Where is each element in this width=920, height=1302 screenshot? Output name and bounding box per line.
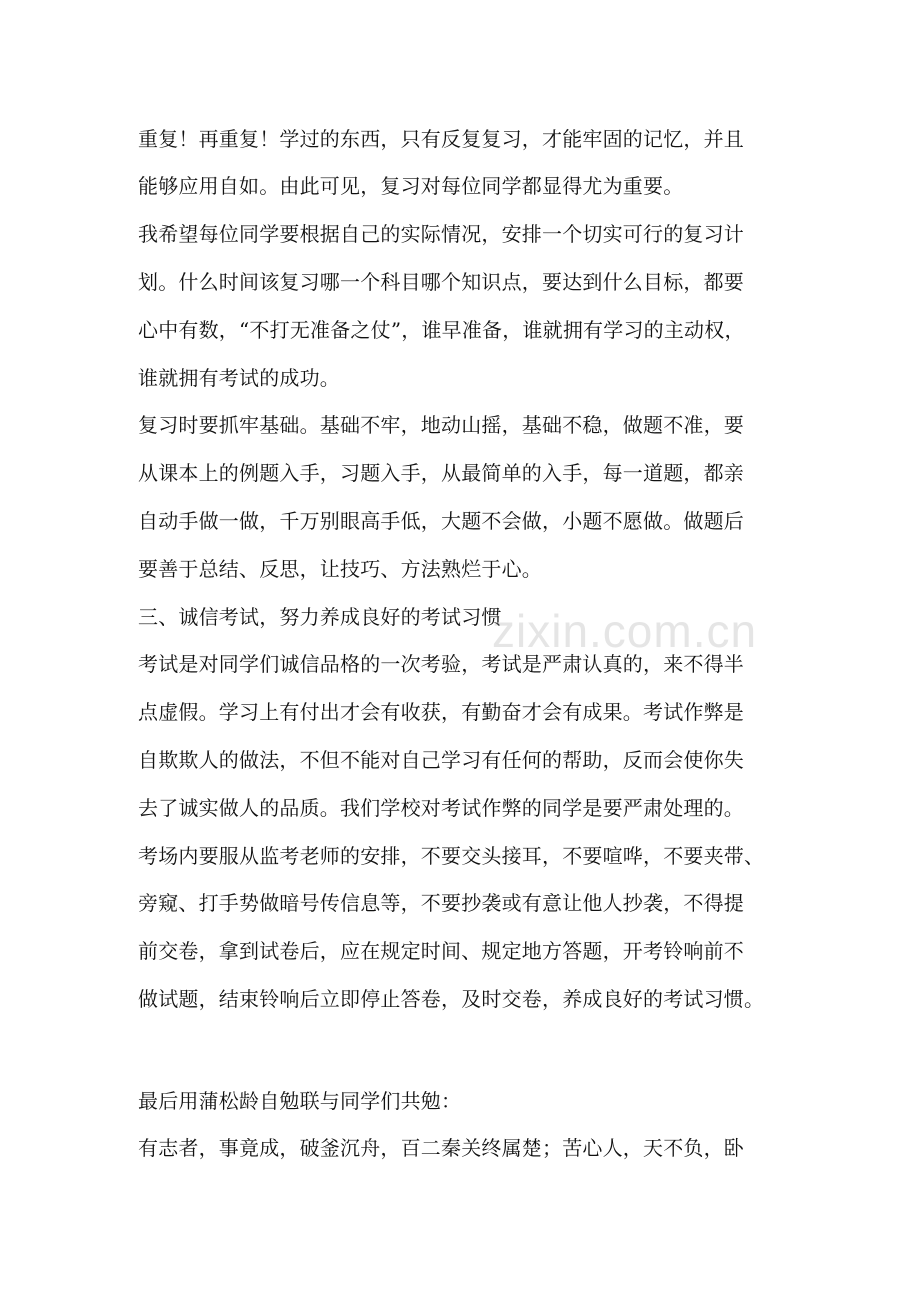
text-line-20: 最后用蒲松龄自勉联与同学们共勉： — [138, 1089, 462, 1113]
text-line-10: 要善于总结、反思，让技巧、方法熟烂于心。 — [138, 557, 542, 581]
text-line-12: 考试是对同学们诚信品格的一次考验，考试是严肃认真的，来不得半 — [138, 652, 744, 676]
text-line-21: 有志者，事竟成，破釜沉舟，百二秦关终属楚；苦心人，天不负，卧 — [138, 1136, 744, 1160]
text-line-17: 旁窥、打手势做暗号传信息等，不要抄袭或有意让他人抄袭，不得提 — [138, 891, 744, 915]
text-line-18: 前交卷，拿到试卷后，应在规定时间、规定地方答题，开考铃响前不 — [138, 939, 744, 963]
text-line-5: 心中有数，“不打无准备之仗”，谁早准备，谁就拥有学习的主动权， — [138, 318, 745, 342]
text-line-16: 考场内要服从监考老师的安排，不要交头接耳，不要喧哗，不要夹带、 — [138, 844, 765, 868]
text-line-13: 点虚假。学习上有付出才会有收获，有勤奋才会有成果。考试作弊是 — [138, 700, 744, 724]
text-line-7: 复习时要抓牢基础。基础不牢，地动山摇，基础不稳，做题不准，要 — [138, 413, 744, 437]
text-line-4: 划。什么时间该复习哪一个科目哪个知识点，要达到什么目标，都要 — [138, 270, 744, 294]
text-line-3: 我希望每位同学要根据自己的实际情况，安排一个切实可行的复习计 — [138, 222, 744, 246]
section-heading: 三、诚信考试，努力养成良好的考试习惯 — [138, 605, 502, 629]
text-line-2: 能够应用自如。由此可见，复习对每位同学都显得尤为重要。 — [138, 174, 684, 198]
text-line-6: 谁就拥有考试的成功。 — [138, 366, 340, 390]
watermark-logo: zixin.com.cn — [492, 605, 758, 657]
text-line-8: 从课本上的例题入手，习题入手，从最简单的入手，每一道题，都亲 — [138, 461, 744, 485]
text-line-19: 做试题，结束铃响后立即停止答卷，及时交卷，养成良好的考试习惯。 — [138, 987, 765, 1011]
text-line-1: 重复！再重复！学过的东西，只有反复复习，才能牢固的记忆，并且 — [138, 127, 744, 151]
text-line-14: 自欺欺人的做法，不但不能对自己学习有任何的帮助，反而会使你失 — [138, 748, 744, 772]
text-line-9: 自动手做一做，千万别眼高手低，大题不会做，小题不愿做。做题后 — [138, 509, 744, 533]
text-line-15: 去了诚实做人的品质。我们学校对考试作弊的同学是要严肃处理的。 — [138, 796, 744, 820]
